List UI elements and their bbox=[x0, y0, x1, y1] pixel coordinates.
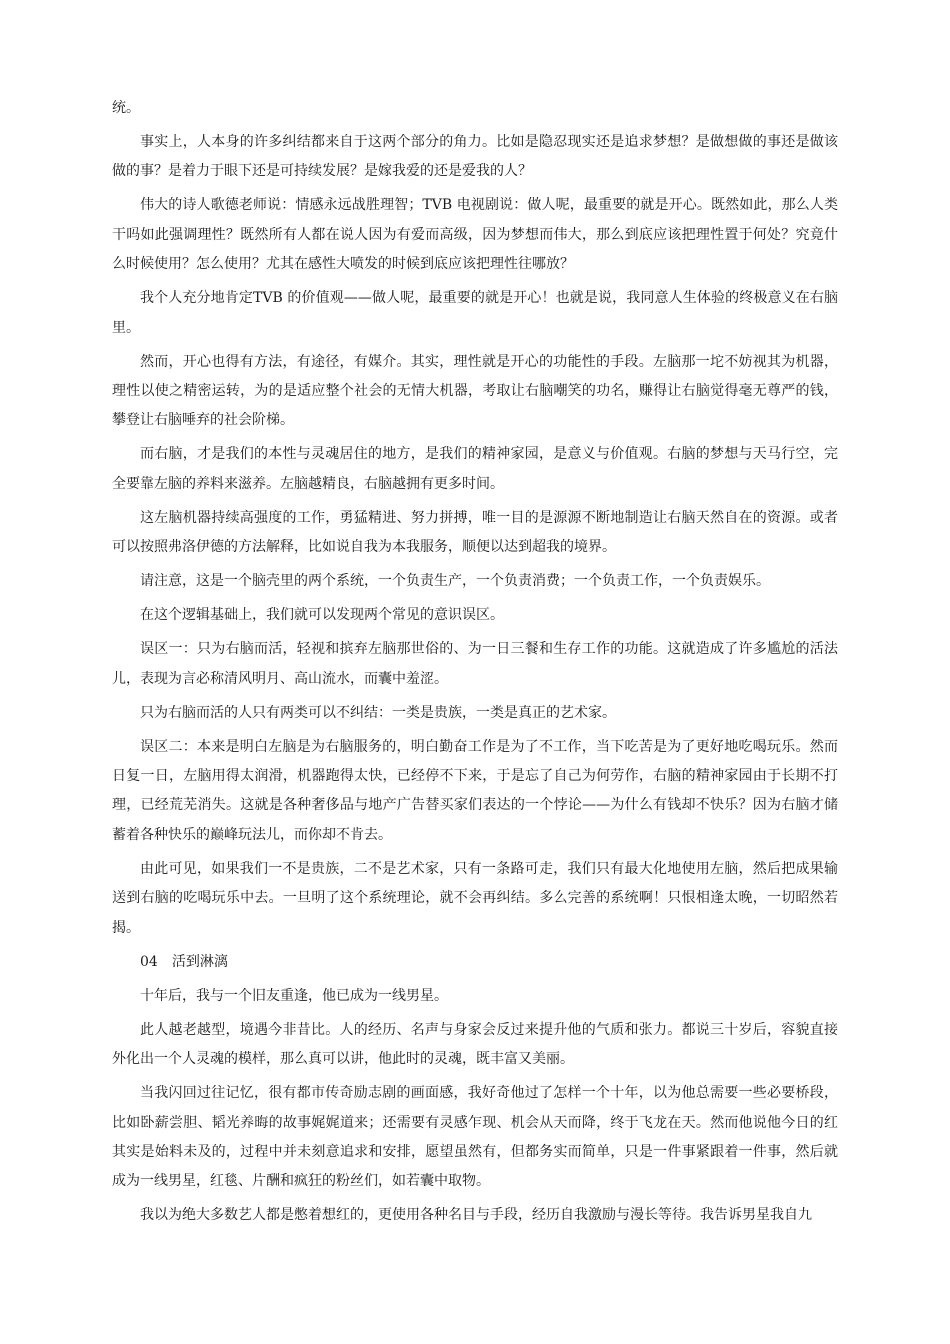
paragraph: 而右脑，才是我们的本性与灵魂居住的地方，是我们的精神家园，是意义与价值观。右脑的梦想与天马行空，完全要靠左脑的养料来滋养。左脑越精良，右脑越拥有更多时间。 bbox=[112, 446, 838, 492]
paragraph: 当我闪回过往记忆，很有都市传奇励志剧的画面感，我好奇他过了怎样一个十年，以为他总需要一些必要桥段，比如卧薪尝胆、韬光养晦的故事娓娓道来；还需要有灵感乍现、机会从天而降，终于飞龙在天。然而他说他今日的红其实是始料未及的，过程中并未刻意追求和安排，愿望虽然有，但都务实而简单，只是一件事紧跟着一件事，然后就成为一线男星，红毯、片酬和疯狂的粉丝们，如若囊中取物。 bbox=[112, 1085, 838, 1190]
paragraph: 由此可见，如果我们一不是贵族，二不是艺术家，只有一条路可走，我们只有最大化地使用左脑，然后把成果输送到右脑的吃喝玩乐中去。一旦明了这个系统理论，就不会再纠结。多么完善的系统啊！只恨相逢太晚，一切昭然若揭。 bbox=[112, 860, 838, 936]
paragraph: 事实上，人本身的许多纠结都来自于这两个部分的角力。比如是隐忍现实还是追求梦想？是做想做的事还是做该做的事？是着力于眼下还是可持续发展？是嫁我爱的还是爱我的人？ bbox=[112, 134, 838, 180]
paragraph: 我以为绝大多数艺人都是憋着想红的，更使用各种名目与手段，经历自我激励与漫长等待。我告诉男星我自九 bbox=[140, 1207, 812, 1224]
paragraph: 伟大的诗人歌德老师说：情感永远战胜理智；TVB 电视剧说：做人呢，最重要的就是开心。既然如此，那么人类干吗如此强调理性？既然所有人都在说人因为有爱而高级，因为梦想而伟大，那么到底应该把理性置于何处？究竟什么时候使用？怎么使用？尤其在感性大喷发的时候到底应该把理性往哪放？ bbox=[112, 197, 838, 273]
paragraph: 误区一：只为右脑而活，轻视和摈弃左脑那世俗的、为一日三餐和生存工作的功能。这就造成了许多尴尬的活法儿，表现为言必称清风明月、高山流水，而囊中羞涩。 bbox=[112, 641, 838, 687]
paragraph: 十年后，我与一个旧友重逢，他已成为一线男星。 bbox=[140, 987, 448, 1004]
paragraph: 此人越老越型，境遇今非昔比。人的经历、名声与身家会反过来提升他的气质和张力。都说三十岁后，容貌直接外化出一个人灵魂的模样，那么真可以讲，他此时的灵魂，既丰富又美丽。 bbox=[112, 1021, 838, 1068]
paragraph: 请注意，这是一个脑壳里的两个系统，一个负责生产，一个负责消费；一个负责工作，一个负责娱乐。 bbox=[140, 573, 770, 590]
paragraph: 误区二：本来是明白左脑是为右脑服务的，明白勤奋工作是为了不工作，当下吃苦是为了更好地吃喝玩乐。然而日复一日，左脑用得太润滑，机器跑得太快，已经停不下来，于是忘了自己为何劳作，右脑的精神家园由于长期不打理，已经荒芜消失。这就是各种奢侈品与地产广告替买家们表达的一个悖论——为什么有钱却不快乐？因为右脑才储蓄着各种快乐的巅峰玩法儿，而你却不肯去。 bbox=[112, 738, 838, 843]
paragraph: 这左脑机器持续高强度的工作，勇猛精进、努力拼搏，唯一目的是源源不断地制造让右脑天然自在的资源。或者可以按照弗洛伊德的方法解释，比如说自我为本我服务，顺便以达到超我的境界。 bbox=[112, 509, 838, 556]
paragraph: 我个人充分地肯定TVB 的价值观——做人呢，最重要的就是开心！也就是说，我同意人生体验的终极意义在右脑里。 bbox=[112, 290, 838, 336]
section-heading: 04 活到淋漓 bbox=[140, 953, 228, 970]
paragraph-continuation: 统。 bbox=[112, 100, 140, 116]
paragraph: 在这个逻辑基础上，我们就可以发现两个常见的意识误区。 bbox=[140, 607, 504, 624]
paragraph: 只为右脑而活的人只有两类可以不纠结：一类是贵族，一类是真正的艺术家。 bbox=[140, 704, 616, 721]
paragraph: 然而，开心也得有方法，有途径，有媒介。其实，理性就是开心的功能性的手段。左脑那一坨不妨视其为机器，理性以使之精密运转，为的是适应整个社会的无情大机器，考取让右脑嘲笑的功名，赚得让右脑觉得毫无尊严的钱，攀登让右脑唾弃的社会阶梯。 bbox=[112, 353, 838, 429]
document-page bbox=[112, 94, 838, 1235]
